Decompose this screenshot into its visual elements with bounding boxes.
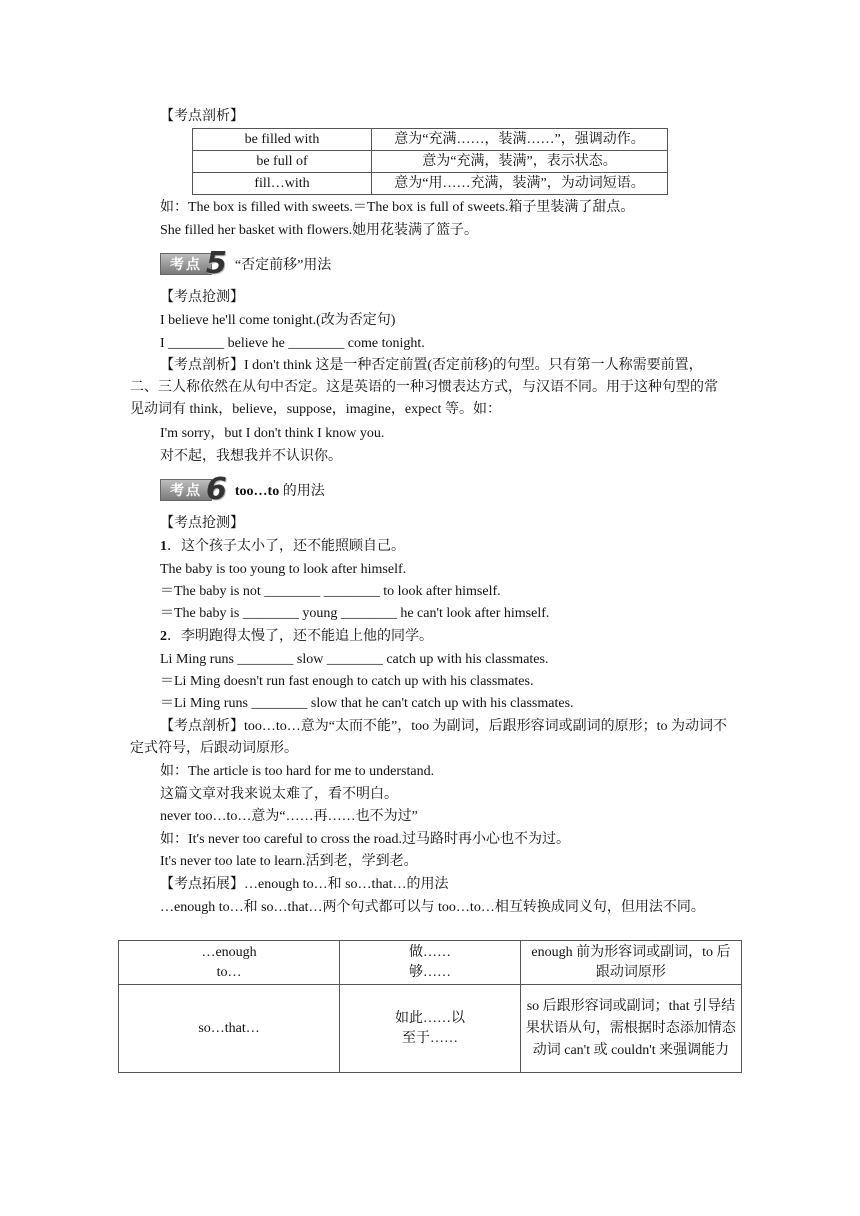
section-heading-extension: 【考点拓展】…enough to…和 so…that…的用法 [160, 877, 449, 892]
kaodian-title [235, 480, 325, 500]
question-line: The baby is too young to look after himself. [160, 562, 407, 577]
kaodian-label: 考点 [160, 253, 212, 275]
question-blank-line: Li Ming runs ________ slow ________ catch up with his classmates. [160, 652, 549, 667]
analysis-paragraph: 【考点剖析】I don't think 这是一种否定前置(否定前移)的句型。只有第一人称需要前置，二、三人称依然在从句中否定。这是英语的一种习惯表达方式，与汉语不同。用于这种句型的常见动词有 think，believe，suppose，imagine，expect 等。如： [130, 358, 718, 417]
example-line: 这篇文章对我来说太难了，看不明白。 [160, 787, 398, 802]
kaodian-label: 考点 [160, 479, 212, 501]
comparison-table-fill [192, 128, 668, 195]
analysis-paragraph: 【考点剖析】too…to…意为“太而不能”，too 为副词，后跟形容词或副词的原形；to 为动词不定式符号，后跟动词原形。 [130, 719, 727, 756]
example-line: 如：The box is filled with sweets.＝The box is full of sweets.箱子里装满了甜点。 [160, 200, 635, 215]
example-line: I'm sorry，but I don't think I know you. [160, 426, 385, 441]
question-number: 2 [160, 629, 167, 644]
kaodian-title: “否定前移”用法 [234, 258, 332, 273]
table-cell: fill…with [193, 173, 372, 195]
table-cell: be full of [193, 151, 372, 173]
table-cell: 如此……以至于…… [340, 985, 521, 1073]
example-line: 对不起，我想我并不认识你。 [160, 449, 342, 464]
question-text: ．李明跑得太慢了，还不能追上他的同学。 [167, 629, 433, 644]
table-cell: so 后跟形容词或副词；that 引导结果状语从句，需根据时态添加情态动词 can't 或 couldn't 来强调能力 [520, 985, 741, 1073]
section-heading-test: 【考点抢测】 [160, 516, 244, 531]
table-cell: be filled with [193, 129, 372, 151]
example-line: never too…to…意为“……再……也不为过” [160, 809, 418, 824]
question-text: ．这个孩子太小了，还不能照顾自己。 [167, 539, 405, 554]
kaodian-title-bold: too…to [234, 484, 280, 499]
question-blank-line: ＝The baby is ________ young ________ he can't look after himself. [160, 606, 550, 621]
table-cell: so…that… [119, 985, 340, 1073]
question-2 [160, 627, 433, 647]
section-heading-analysis: 【考点剖析】 [160, 109, 244, 124]
table-cell: 意为“充满……，装满……”，强调动作。 [372, 129, 668, 151]
kaodian-title-rest: 的用法 [279, 484, 325, 499]
example-line: It's never too late to learn.活到老，学到老。 [160, 854, 418, 869]
kaodian-6-badge [160, 472, 325, 507]
example-line: She filled her basket with flowers.她用花装满了篮子。 [160, 223, 479, 238]
kaodian-number: 5 [206, 246, 227, 281]
kaodian-number: 6 [206, 472, 227, 507]
table-cell: 做……够…… [340, 941, 521, 985]
table-cell: 意为“用……充满，装满”，为动词短语。 [372, 173, 668, 195]
question-1 [160, 537, 405, 557]
question-blank-line: I ________ believe he ________ come tonight. [160, 336, 425, 351]
section-heading-test: 【考点抢测】 [160, 290, 244, 305]
example-line: 如：It's never too careful to cross the road.过马路时再小心也不为过。 [160, 832, 570, 847]
extension-paragraph: …enough to…和 so…that…两个句式都可以与 too…to…相互转换成同义句，但用法不同。 [160, 900, 705, 915]
table-cell: 意为“充满，装满”，表示状态。 [372, 151, 668, 173]
example-line: 如：The article is too hard for me to understand. [160, 764, 435, 779]
question-blank-line: ＝The baby is not ________ ________ to look after himself. [160, 584, 501, 599]
question-line: ＝Li Ming doesn't run fast enough to catch up with his classmates. [160, 674, 534, 689]
kaodian-5-badge [160, 246, 332, 281]
comparison-table-enough-so [118, 940, 742, 1073]
table-cell: …enough to… [119, 941, 340, 985]
question-blank-line: ＝Li Ming runs ________ slow that he can't catch up with his classmates. [160, 696, 574, 711]
question-number: 1 [160, 539, 167, 554]
table-cell: enough 前为形容词或副词，to 后跟动词原形 [520, 941, 741, 985]
question-line: I believe he'll come tonight.(改为否定句) [160, 313, 396, 328]
